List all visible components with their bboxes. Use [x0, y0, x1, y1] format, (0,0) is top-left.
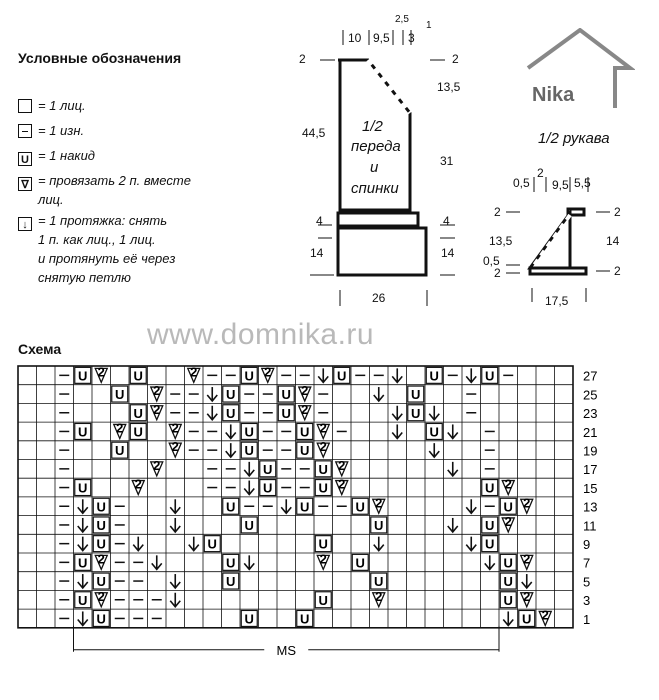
yarn-over-stitch: U [503, 555, 513, 571]
k2tog-number: 2 [319, 551, 327, 567]
sleeve-right-dim-1: 2 [614, 205, 621, 219]
schema-title: Схема [18, 341, 62, 357]
body-left-dim-4: 14 [310, 246, 324, 260]
yarn-over-stitch: U [300, 443, 310, 459]
k2tog-number: 2 [338, 457, 346, 473]
repeat-label: MS [276, 642, 296, 658]
yarn-over-stitch: U [96, 536, 106, 552]
yarn-over-stitch: U [244, 424, 254, 440]
row-number: 9 [583, 537, 591, 552]
yarn-over-stitch: U [226, 555, 236, 571]
row-number: 23 [583, 406, 598, 422]
row-number: 7 [583, 555, 591, 571]
yarn-over-stitch: U [318, 480, 328, 496]
k2tog-number: 2 [153, 457, 161, 473]
body-left-dim-3: 4 [316, 214, 323, 228]
legend-item-k2tog [18, 171, 191, 191]
sleeve-top-dim-2: 2 [537, 166, 544, 180]
row-number: 1 [583, 611, 591, 627]
k2tog-number: 2 [523, 588, 531, 604]
body-label-1: 1/2 [362, 118, 383, 135]
yarn-over-stitch: U [78, 368, 88, 384]
yarn-over-stitch: U [244, 517, 254, 533]
yarn-over-stitch: U [226, 387, 236, 403]
legend-item-yarn-over [18, 146, 95, 166]
legend-item-skpo [18, 211, 167, 231]
yarn-over-stitch: U [429, 424, 439, 440]
yarn-over-stitch: U [78, 480, 88, 496]
k2tog-number: 2 [504, 513, 512, 529]
yarn-over-stitch: U [244, 611, 254, 627]
row-number: 11 [583, 518, 597, 534]
yarn-over-stitch: U [78, 555, 88, 571]
yarn-over-stitch: U [485, 517, 495, 533]
yarn-over-stitch: U [263, 480, 273, 496]
yarn-over-stitch: U [226, 574, 236, 590]
row-number: 19 [583, 443, 598, 459]
legend-yarn-over-text: = 1 накид [38, 148, 95, 163]
k2tog-number: 2 [97, 364, 105, 380]
yarn-over-stitch: U [207, 536, 217, 552]
purl-symbol-icon [18, 124, 32, 138]
sleeve-left-dim-2: 13,5 [489, 234, 513, 248]
yarn-over-stitch: U [485, 480, 495, 496]
sleeve-top-dim-3: 9,5 [552, 178, 569, 192]
yarn-over-stitch: U [485, 368, 495, 384]
body-label-3: и [370, 159, 379, 176]
sleeve-right-dim-3: 2 [614, 264, 621, 278]
sleeve-left-dim-4: 2 [494, 266, 501, 280]
yarn-over-stitch: U [503, 499, 513, 515]
row-number: 25 [583, 387, 598, 403]
body-top-dim-5: 1 [426, 20, 432, 31]
body-left-dim-2: 44,5 [302, 126, 326, 140]
k2tog-number: 2 [116, 420, 124, 436]
yarn-over-stitch: U [300, 424, 310, 440]
sleeve-title: 1/2 рукава [538, 130, 610, 147]
sleeve-left-dim-3: 0,5 [483, 254, 500, 268]
legend-title: Условные обозначения [18, 50, 182, 66]
k2tog-number: 2 [319, 420, 327, 436]
legend-item-k2tog-line2: лиц. [38, 192, 64, 207]
row-number: 27 [583, 368, 598, 384]
k2tog-number: 2 [171, 439, 179, 455]
body-top-dim-3: 2,5 [395, 14, 409, 25]
row-number: 21 [583, 424, 598, 440]
k2tog-number: 2 [97, 551, 105, 567]
k2tog-number: 2 [153, 401, 161, 417]
legend-skpo-line4: снятую петлю [38, 270, 131, 285]
k2tog-number: 2 [264, 364, 272, 380]
body-right-dim-5: 14 [441, 246, 455, 260]
yarn-over-symbol-icon: U [18, 152, 32, 166]
knitting-chart [0, 360, 659, 700]
yarn-over-stitch: U [281, 405, 291, 421]
yarn-over-stitch: U [244, 443, 254, 459]
yarn-over-stitch: U [300, 611, 310, 627]
k2tog-number: 2 [301, 383, 309, 399]
sleeve-left-dim-1: 2 [494, 205, 501, 219]
yarn-over-stitch: U [244, 368, 254, 384]
yarn-over-stitch: U [374, 574, 384, 590]
legend-item-purl [18, 121, 84, 140]
body-top-dim-2: 9,5 [373, 31, 390, 45]
yarn-over-stitch: U [96, 611, 106, 627]
legend-item-knit [18, 96, 86, 115]
yarn-over-stitch: U [133, 405, 143, 421]
yarn-over-stitch: U [318, 461, 328, 477]
k2tog-number: 2 [375, 495, 383, 511]
yarn-over-stitch: U [96, 517, 106, 533]
k2tog-number: 2 [319, 439, 327, 455]
row-number: 13 [583, 499, 598, 515]
yarn-over-stitch: U [115, 387, 125, 403]
k2tog-number: 2 [171, 420, 179, 436]
body-top-dim-1: 10 [348, 31, 362, 45]
k2tog-symbol-icon: ∇ [18, 177, 32, 191]
row-number: 5 [583, 574, 591, 590]
k2tog-number: 2 [504, 476, 512, 492]
knit-symbol-icon [18, 99, 32, 113]
yarn-over-stitch: U [429, 368, 439, 384]
legend-skpo-line2: 1 п. как лиц., 1 лиц. [38, 232, 156, 247]
yarn-over-stitch: U [503, 592, 513, 608]
yarn-over-stitch: U [318, 592, 328, 608]
yarn-over-stitch: U [374, 517, 384, 533]
yarn-over-stitch: U [78, 424, 88, 440]
skpo-symbol-icon: ↓ [18, 217, 32, 231]
yarn-over-stitch: U [115, 443, 125, 459]
yarn-over-stitch: U [485, 536, 495, 552]
yarn-over-stitch: U [522, 611, 532, 627]
body-bottom-dim: 26 [372, 291, 386, 305]
sleeve-cuff [530, 268, 586, 274]
watermark: www.domnika.ru [147, 318, 375, 351]
body-label-2: переда [351, 138, 401, 155]
yarn-over-stitch: U [337, 368, 347, 384]
k2tog-number: 2 [153, 383, 161, 399]
legend-skpo-text: = 1 протяжка: снять [38, 213, 168, 228]
body-label-4: спинки [351, 180, 399, 197]
sleeve-top-dim-4: 5,5 [574, 176, 591, 190]
k2tog-number: 2 [301, 401, 309, 417]
k2tog-number: 2 [541, 607, 549, 623]
yarn-over-stitch: U [318, 536, 328, 552]
yarn-over-stitch: U [281, 387, 291, 403]
yarn-over-stitch: U [411, 405, 421, 421]
row-number: 15 [583, 480, 598, 496]
k2tog-number: 2 [134, 476, 142, 492]
body-right-dim-1: 2 [452, 52, 459, 66]
yarn-over-stitch: U [78, 592, 88, 608]
legend-skpo-line3: и протянуть её через [38, 251, 176, 266]
brand-name: Nika [532, 84, 575, 106]
body-right-dim-4: 4 [443, 214, 450, 228]
k2tog-number: 2 [190, 364, 198, 380]
yarn-over-stitch: U [503, 574, 513, 590]
k2tog-number: 2 [375, 588, 383, 604]
yarn-over-stitch: U [96, 499, 106, 515]
k2tog-number: 2 [338, 476, 346, 492]
yarn-over-stitch: U [226, 499, 236, 515]
yarn-over-stitch: U [133, 368, 143, 384]
yarn-over-stitch: U [411, 387, 421, 403]
k2tog-number: 2 [523, 551, 531, 567]
legend-k2tog-text: = провязать 2 п. вместе [38, 173, 191, 188]
body-waistband [338, 213, 418, 226]
body-right-dim-2: 13,5 [437, 80, 461, 94]
row-number: 3 [583, 593, 591, 609]
sleeve-right-dim-2: 14 [606, 234, 620, 248]
body-right-dim-3: 31 [440, 154, 454, 168]
yarn-over-stitch: U [300, 499, 310, 515]
sleeve-top-dim-1: 0,5 [513, 176, 530, 190]
body-hem [338, 228, 426, 275]
legend-knit-text: = 1 лиц. [38, 98, 86, 113]
yarn-over-stitch: U [96, 574, 106, 590]
legend-purl-text: = 1 изн. [38, 123, 85, 138]
yarn-over-stitch: U [263, 461, 273, 477]
yarn-over-stitch: U [226, 405, 236, 421]
yarn-over-stitch: U [355, 555, 365, 571]
k2tog-number: 2 [523, 495, 531, 511]
k2tog-number: 2 [97, 588, 105, 604]
body-left-dim-1: 2 [299, 52, 306, 66]
sleeve-bottom-dim: 17,5 [545, 294, 569, 308]
body-top-dim-4: 3 [408, 31, 415, 45]
yarn-over-stitch: U [355, 499, 365, 515]
row-number: 17 [583, 462, 598, 478]
yarn-over-stitch: U [133, 424, 143, 440]
